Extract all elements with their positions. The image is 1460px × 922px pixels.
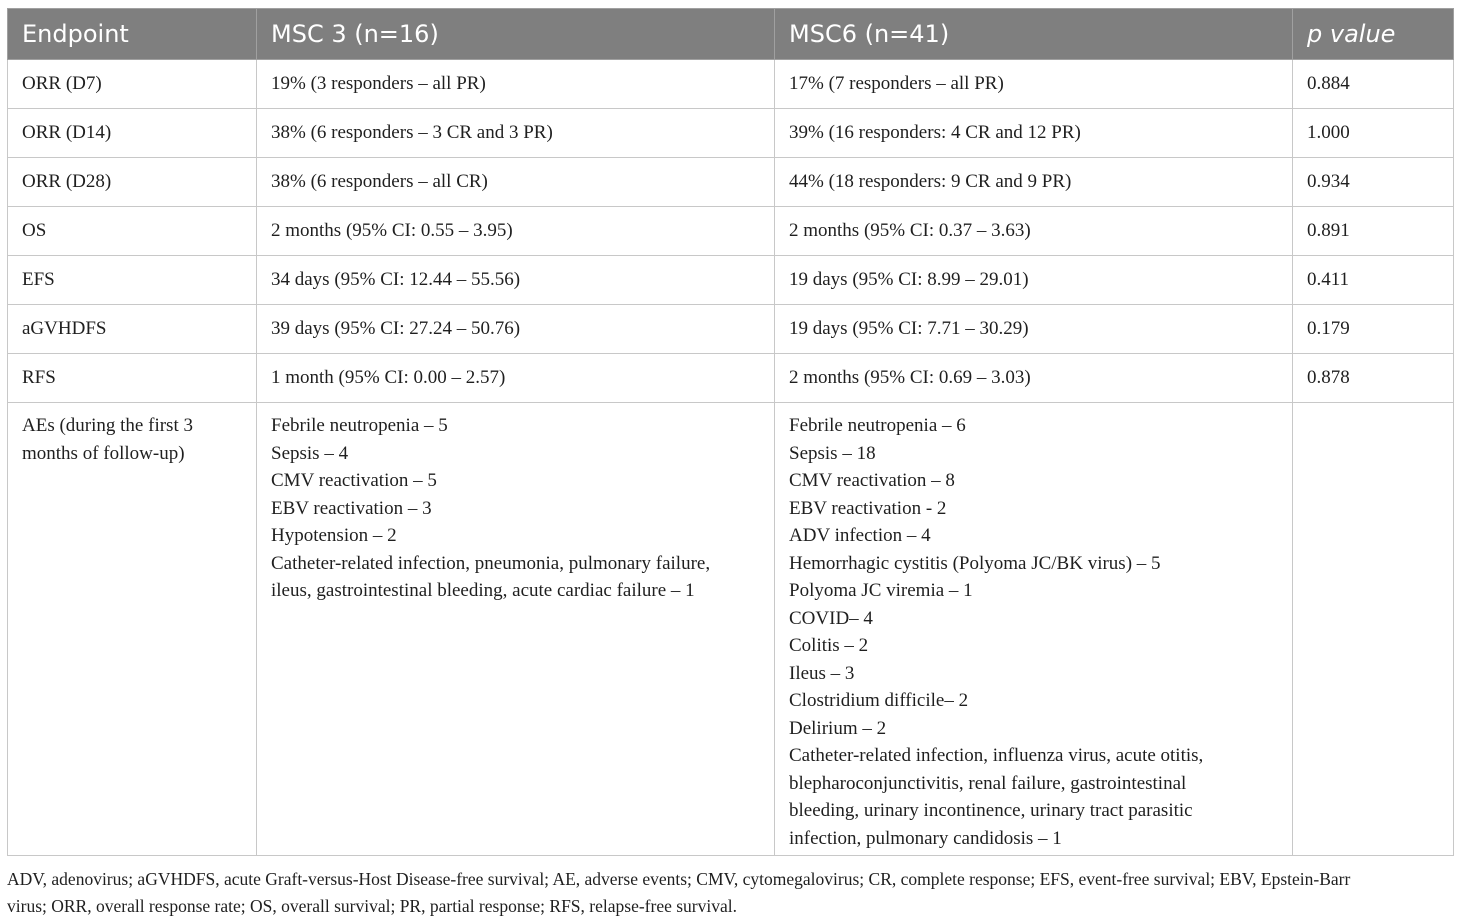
ae-item: Febrile neutropenia – 6 [789, 415, 966, 436]
cell-msc6: 2 months (95% CI: 0.37 – 3.63) [775, 207, 1293, 256]
table-row [8, 60, 1454, 109]
ae-item: blepharoconjunctivitis, renal failure, gastrointestinal [789, 772, 1187, 794]
footnote-line: ADV, adenovirus; aGVHDFS, acute Graft-versus-Host Disease-free survival; AE, adverse events; CMV, cytomegalovirus; CR, complete response; EFS, event-free survival; EBV, Epstein-Barr [7, 869, 1351, 889]
cell-endpoint: ORR (D7) [8, 60, 257, 109]
adverse-events-row [8, 403, 1454, 856]
cell-endpoint: ORR (D28) [8, 158, 257, 207]
cell-endpoint: aGVHDFS [8, 305, 257, 354]
cell-p-value: 0.884 [1293, 60, 1454, 109]
ae-item: EBV reactivation - 2 [789, 497, 947, 519]
ae-item: Hemorrhagic cystitis (Polyoma JC/BK virus) – 5 [789, 552, 1161, 574]
cell-endpoint: EFS [8, 256, 257, 305]
ae-item: Sepsis – 18 [789, 442, 876, 464]
table-row [8, 354, 1454, 403]
cell-p-value [1293, 403, 1454, 856]
cell-msc6: 19 days (95% CI: 8.99 – 29.01) [775, 256, 1293, 305]
cell-msc3: 19% (3 responders – all PR) [257, 60, 775, 109]
ae-endpoint-line: months of follow-up) [22, 442, 185, 464]
table-row [8, 256, 1454, 305]
cell-p-value: 0.878 [1293, 354, 1454, 403]
ae-item: CMV reactivation – 5 [271, 470, 437, 491]
ae-item: Sepsis – 4 [271, 442, 349, 464]
table-row [8, 305, 1454, 354]
cell-msc6-ae-list [775, 403, 1293, 856]
cell-msc6: 2 months (95% CI: 0.69 – 3.03) [775, 354, 1293, 403]
header-endpoint: Endpoint [8, 9, 257, 60]
results-table [7, 8, 1454, 856]
ae-item: Delirium – 2 [789, 717, 887, 739]
cell-msc3: 1 month (95% CI: 0.00 – 2.57) [257, 354, 775, 403]
header-p-value: p value [1293, 9, 1454, 60]
cell-msc3: 38% (6 responders – 3 CR and 3 PR) [257, 109, 775, 158]
cell-endpoint: RFS [8, 354, 257, 403]
cell-endpoint [8, 403, 257, 856]
cell-p-value: 0.179 [1293, 305, 1454, 354]
ae-item: CMV reactivation – 8 [789, 470, 955, 491]
header-msc6: MSC6 (n=41) [775, 9, 1293, 60]
cell-msc6: 17% (7 responders – all PR) [775, 60, 1293, 109]
cell-msc3: 34 days (95% CI: 12.44 – 55.56) [257, 256, 775, 305]
ae-item: Febrile neutropenia – 5 [271, 415, 448, 436]
results-table-container [7, 8, 1453, 856]
ae-item: Ileus – 3 [789, 662, 855, 684]
cell-p-value: 0.934 [1293, 158, 1454, 207]
cell-msc3: 39 days (95% CI: 27.24 – 50.76) [257, 305, 775, 354]
cell-msc3-ae-list [257, 403, 775, 856]
cell-p-value: 0.411 [1293, 256, 1454, 305]
ae-item: Colitis – 2 [789, 635, 869, 656]
ae-item: ADV infection – 4 [789, 525, 931, 546]
header-msc3: MSC 3 (n=16) [257, 9, 775, 60]
cell-endpoint: ORR (D14) [8, 109, 257, 158]
ae-item: Catheter-related infection, pneumonia, pulmonary failure, [271, 552, 711, 574]
cell-msc3: 2 months (95% CI: 0.55 – 3.95) [257, 207, 775, 256]
ae-item: bleeding, urinary incontinence, urinary tract parasitic [789, 800, 1193, 821]
ae-item: ileus, gastrointestinal bleeding, acute cardiac failure – 1 [271, 580, 695, 601]
ae-item: COVID– 4 [789, 607, 873, 629]
footnote-line: virus; ORR, overall response rate; OS, overall survival; PR, partial response; RFS, relapse-free survival. [7, 896, 737, 916]
ae-item: EBV reactivation – 3 [271, 497, 432, 519]
ae-item: Catheter-related infection, influenza virus, acute otitis, [789, 745, 1204, 766]
table-footnote [7, 866, 1453, 920]
cell-p-value: 1.000 [1293, 109, 1454, 158]
ae-item: Polyoma JC viremia – 1 [789, 580, 973, 601]
ae-endpoint-line: AEs (during the first 3 [22, 415, 193, 436]
table-row [8, 207, 1454, 256]
cell-msc6: 19 days (95% CI: 7.71 – 30.29) [775, 305, 1293, 354]
cell-endpoint: OS [8, 207, 257, 256]
cell-msc3: 38% (6 responders – all CR) [257, 158, 775, 207]
ae-item: Hypotension – 2 [271, 525, 397, 546]
cell-p-value: 0.891 [1293, 207, 1454, 256]
table-header-row [8, 9, 1454, 60]
ae-item: infection, pulmonary candidosis – 1 [789, 827, 1062, 849]
ae-item: Clostridium difficile– 2 [789, 690, 969, 711]
table-row [8, 158, 1454, 207]
cell-msc6: 44% (18 responders: 9 CR and 9 PR) [775, 158, 1293, 207]
table-row [8, 109, 1454, 158]
cell-msc6: 39% (16 responders: 4 CR and 12 PR) [775, 109, 1293, 158]
